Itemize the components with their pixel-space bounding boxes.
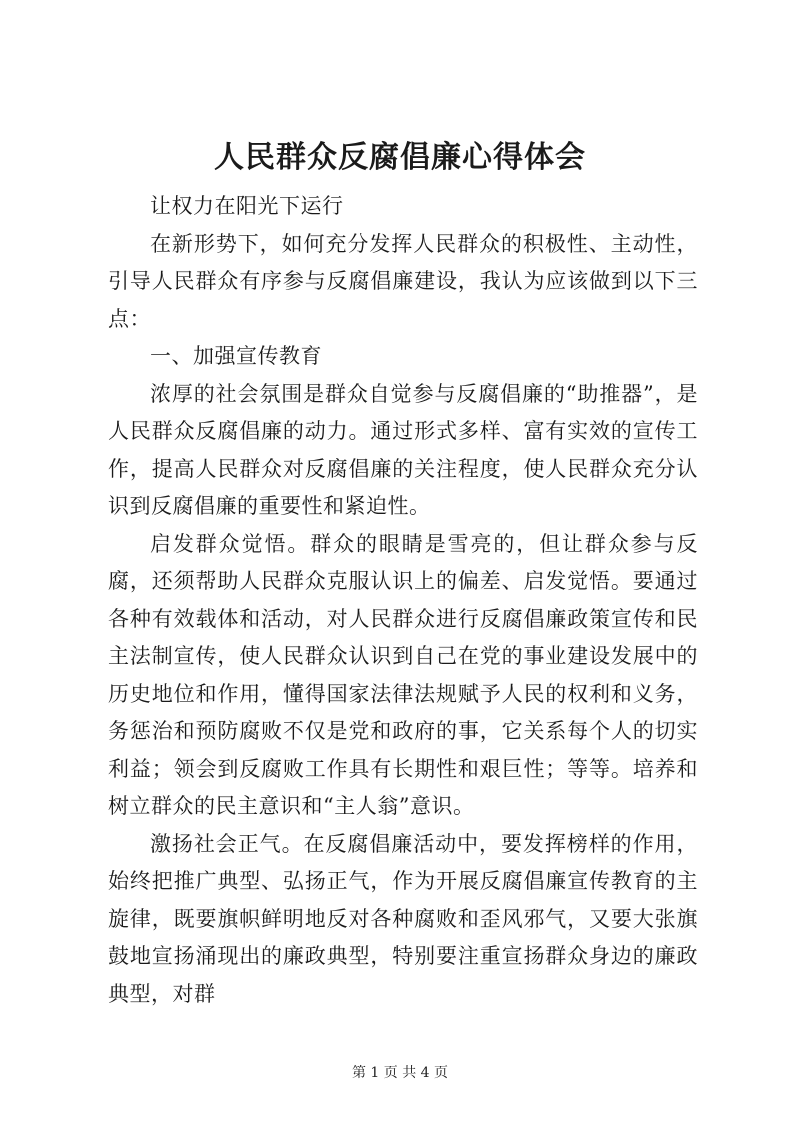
body-paragraph: 浓厚的社会氛围是群众自觉参与反腐倡廉的“助推器”，是人民群众反腐倡廉的动力。通过形式多样、富有实效的宣传工作，提高人民群众对反腐倡廉的关注程度，使人民群众充分认识到反腐倡廉的重要性和紧迫性。 bbox=[108, 381, 698, 518]
document-body bbox=[108, 188, 698, 1013]
section-heading: 一、加强宣传教育 bbox=[150, 344, 322, 368]
page-number-footer: 第 1 页 共 4 页 bbox=[351, 1065, 449, 1081]
body-paragraph: 启发群众觉悟。群众的眼睛是雪亮的，但让群众参与反腐，还须帮助人民群众克服认识上的偏差、启发觉悟。要通过各种有效载体和活动，对人民群众进行反腐倡廉政策宣传和民主法制宣传，使人民群众认识到自己在党的事业建设发展中的历史地位和作用，懂得国家法律法规赋予人民的权利和义务，务惩治和预防腐败不仅是党和政府的事，它关系每个人的切实利益；领会到反腐败工作具有长期性和艰巨性；等等。培养和树立群众的民主意识和“主人翁”意识。 bbox=[108, 531, 698, 818]
subtitle-paragraph: 让权力在阳光下运行 bbox=[150, 194, 344, 218]
body-paragraph: 激扬社会正气。在反腐倡廉活动中，要发挥榜样的作用，始终把推广典型、弘扬正气，作为开展反腐倡廉宣传教育的主旋律，既要旗帜鲜明地反对各种腐败和歪风邪气，又要大张旗鼓地宣扬涌现出的廉政典型，特别要注重宣扬群众身边的廉政典型，对群 bbox=[108, 831, 698, 1006]
document-title: 人民群众反腐倡廉心得体会 bbox=[214, 140, 586, 175]
intro-paragraph: 在新形势下，如何充分发挥人民群众的积极性、主动性，引导人民群众有序参与反腐倡廉建设，我认为应该做到以下三点： bbox=[108, 231, 698, 331]
